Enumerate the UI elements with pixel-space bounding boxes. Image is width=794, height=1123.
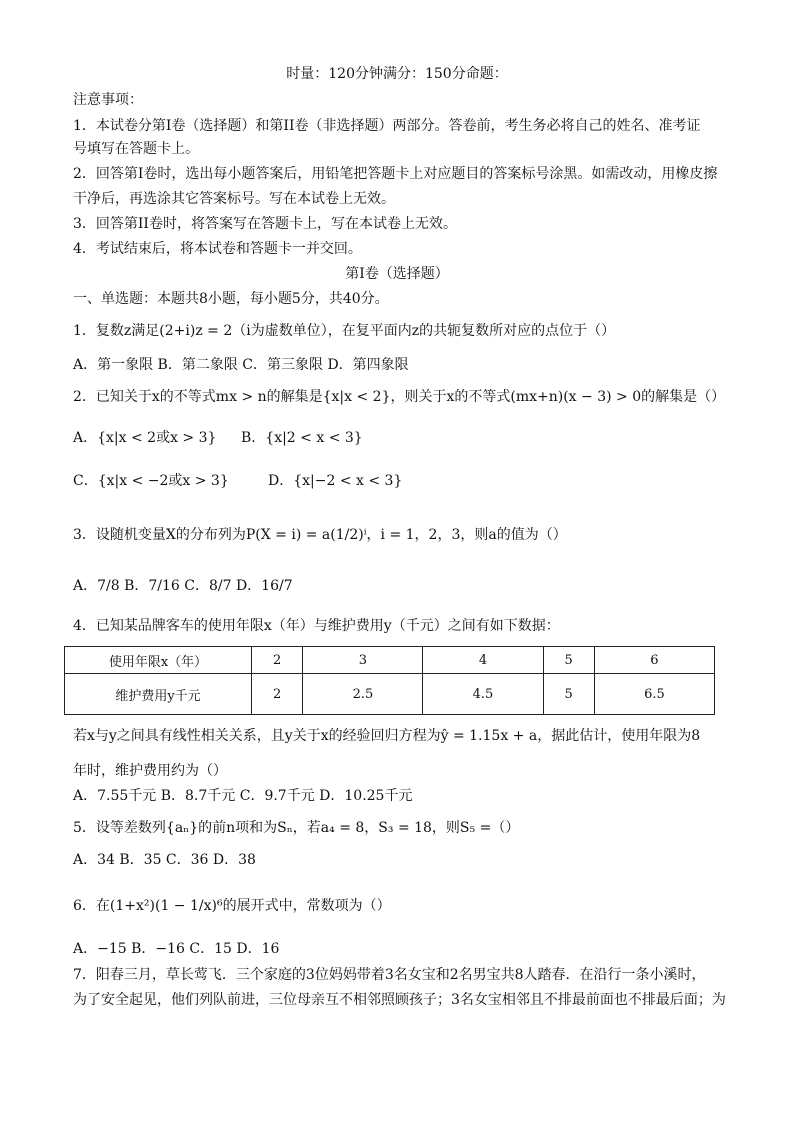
table-cell: 2 <box>252 647 303 674</box>
note-4: 4．考试结束后，将本试卷和答题卡一并交回。 <box>73 241 362 257</box>
exam-header: 时量：120分钟满分：150分命题： <box>286 66 508 82</box>
table-row <box>65 647 715 674</box>
question-2-option-a: A．{x|x < 2或x > 3} <box>73 430 217 446</box>
table-cell: 2.5 <box>303 674 423 715</box>
table-cell: 6 <box>594 647 714 674</box>
table-cell: 6.5 <box>594 674 714 715</box>
question-2-option-b: B．{x|2 < x < 3} <box>241 430 363 446</box>
note-1: 1．本试卷分第Ⅰ卷（选择题）和第II卷（非选择题）两部分。答卷前，考生务必将自己的姓名、准考证 <box>73 118 701 134</box>
table-cell: 2 <box>252 674 303 715</box>
question-3-stem: 3．设随机变量X的分布列为P(X = i) = a(1/2)ⁱ，i = 1，2，3，则a的值为（） <box>73 527 567 543</box>
question-4-options: A．7.55千元 B．8.7千元 C．9.7千元 D．10.25千元 <box>73 788 413 804</box>
question-1-options: A．第一象限 B．第二象限 C．第三象限 D．第四象限 <box>73 357 409 373</box>
table-row <box>65 674 715 715</box>
table-cell: 4 <box>423 647 543 674</box>
table-cell: 5 <box>543 674 594 715</box>
data-table <box>64 646 715 715</box>
question-6-stem: 6．在(1+x²)(1 − 1/x)⁶的展开式中，常数项为（） <box>73 898 391 914</box>
question-2-stem: 2．已知关于x的不等式mx > n的解集是{x|x < 2}，则关于x的不等式(mx+n)(x − 3) > 0的解集是（） <box>73 389 726 405</box>
question-5-options: A．34 B．35 C．36 D．38 <box>73 852 256 868</box>
table-row-header: 使用年限x（年） <box>65 647 252 674</box>
question-4-stem: 4．已知某品牌客车的使用年限x（年）与维护费用y（千元）之间有如下数据： <box>73 618 560 634</box>
table-cell: 4.5 <box>423 674 543 715</box>
question-2-option-d: D．{x|−2 < x < 3} <box>268 473 403 489</box>
note-2: 2．回答第Ⅰ卷时，选出每小题答案后，用铅笔把答题卡上对应题目的答案标号涂黑。如需改动，用橡皮擦 <box>73 166 718 182</box>
section-title: 第Ⅰ卷（选择题） <box>345 266 449 282</box>
note-2-cont: 干净后，再选涂其它答案标号。写在本试卷上无效。 <box>73 191 395 207</box>
table-cell: 5 <box>543 647 594 674</box>
question-2-option-c: C．{x|x < −2或x > 3} <box>73 473 229 489</box>
question-4-continuation: 若x与y之间具有线性相关关系，且y关于x的经验回归方程为ŷ = 1.15x + a，据此估计，使用年限为8 <box>73 728 701 744</box>
note-3: 3．回答第II卷时，将答案写在答题卡上，写在本试卷上无效。 <box>73 216 457 232</box>
question-7-line-1: 7．阳春三月，草长莺飞．三个家庭的3位妈妈带着3名女宝和2名男宝共8人踏春．在沿行一条小溪时， <box>73 967 706 983</box>
notes-title: 注意事项： <box>73 92 143 108</box>
question-1-stem: 1．复数z满足(2+i)z = 2（i为虚数单位），在复平面内z的共轭复数所对应的点位于（） <box>73 323 616 339</box>
part-heading: 一、单选题：本题共8小题，每小题5分，共40分。 <box>73 291 389 307</box>
note-1-cont: 号填写在答题卡上。 <box>73 141 199 157</box>
table-cell: 3 <box>303 647 423 674</box>
question-6-options: A．−15 B．−16 C．15 D．16 <box>73 941 280 957</box>
question-3-options: A．7/8 B．7/16 C．8/7 D．16/7 <box>73 578 293 594</box>
question-4-continuation-2: 年时，维护费用约为（） <box>73 763 227 779</box>
question-7-line-2: 为了安全起见，他们列队前进，三位母亲互不相邻照顾孩子；3名女宝相邻且不排最前面也不排最后面；为 <box>73 992 726 1008</box>
table-row-header: 维护费用y千元 <box>65 674 252 715</box>
question-5-stem: 5．设等差数列{aₙ}的前n项和为Sₙ，若a₄ = 8，S₃ = 18，则S₅ =（） <box>73 820 520 836</box>
